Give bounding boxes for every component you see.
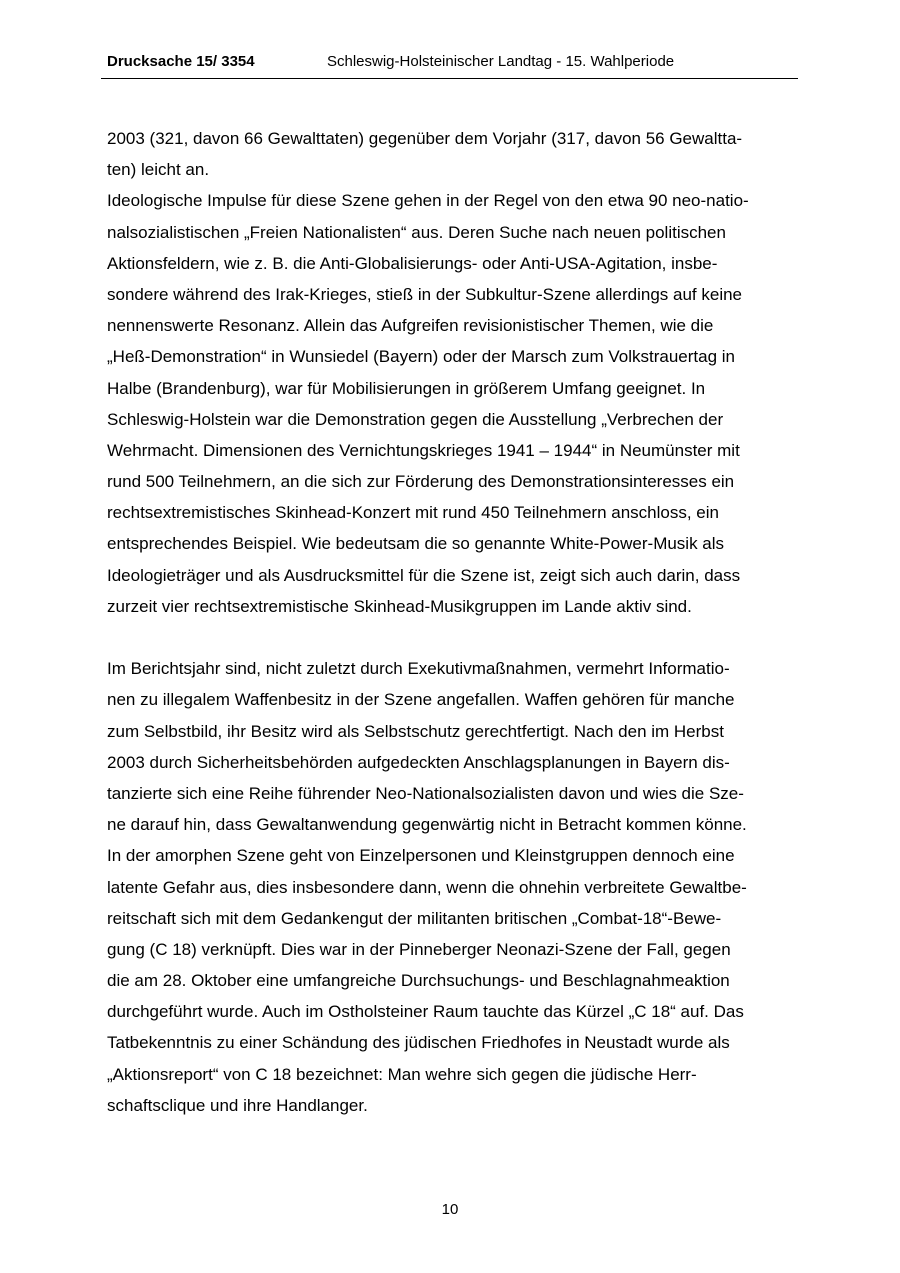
text-line: nennenswerte Resonanz. Allein das Aufgreifen revisionistischer Themen, wie die (107, 316, 714, 336)
text-line: schaftsclique und ihre Handlanger. (107, 1095, 368, 1115)
text-line: „Heß-Demonstration“ in Wunsiedel (Bayern) oder der Marsch zum Volkstrauertag in (107, 347, 735, 367)
text-line: sondere während des Irak-Krieges, stieß in der Subkultur-Szene allerdings auf keine (107, 284, 743, 304)
text-line: tanzierte sich eine Reihe führender Neo-Nationalsozialisten davon und wies die Sze- (107, 783, 744, 803)
text-line: nen zu illegalem Waffenbesitz in der Szene angefallen. Waffen gehören für manche (107, 690, 735, 710)
text-line: die am 28. Oktober eine umfangreiche Durchsuchungs- und Beschlagnahmeaktion (107, 971, 730, 991)
text-line: Schleswig-Holstein war die Demonstration gegen die Ausstellung „Verbrechen der (107, 409, 724, 429)
text-line: ten) leicht an. (107, 160, 210, 180)
text-line: Aktionsfeldern, wie z. B. die Anti-Globalisierungs- oder Anti-USA-Agitation, insbe- (107, 253, 718, 273)
text-line: rund 500 Teilnehmern, an die sich zur Förderung des Demonstrationsinteresses ein (107, 472, 735, 492)
text-line: ne darauf hin, dass Gewaltanwendung gegenwärtig nicht in Betracht kommen könne. (107, 815, 747, 835)
text-line: latente Gefahr aus, dies insbesondere dann, wenn die ohnehin verbreitete Gewaltbe- (107, 877, 747, 897)
text-line: Wehrmacht. Dimensionen des Vernichtungskrieges 1941 – 1944“ in Neumünster mit (107, 440, 740, 460)
text-line: 2003 durch Sicherheitsbehörden aufgedeckten Anschlagsplanungen in Bayern dis- (107, 752, 730, 772)
text-line: Im Berichtsjahr sind, nicht zuletzt durch Exekutivmaßnahmen, vermehrt Informatio- (107, 659, 730, 679)
paragraph-1 (107, 123, 797, 622)
text-line: 2003 (321, davon 66 Gewalttaten) gegenüber dem Vorjahr (317, davon 56 Gewaltta- (107, 129, 743, 148)
page-number: 10 (441, 1201, 459, 1218)
text-line: Ideologische Impulse für diese Szene gehen in der Regel von den etwa 90 neo-natio- (107, 191, 749, 211)
text-line: reitschaft sich mit dem Gedankengut der militanten britischen „Combat-18“-Bewe- (107, 908, 722, 928)
text-line: Tatbekenntnis zu einer Schändung des jüdischen Friedhofes in Neustadt wurde als (107, 1033, 730, 1053)
header-title: Schleswig-Holsteinischer Landtag - 15. Wahlperiode (327, 53, 675, 70)
document-number: Drucksache 15/ 3354 (107, 53, 255, 70)
text-line: zurzeit vier rechtsextremistische Skinhead-Musikgruppen im Lande aktiv sind. (107, 596, 692, 616)
page-header (101, 52, 798, 79)
text-line: nalsozialistischen „Freien Nationalisten“ aus. Deren Suche nach neuen politischen (107, 222, 726, 242)
text-line: In der amorphen Szene geht von Einzelpersonen und Kleinstgruppen dennoch eine (107, 846, 735, 866)
body-text (107, 123, 797, 1121)
text-line: durchgeführt wurde. Auch im Ostholsteiner Raum tauchte das Kürzel „C 18“ auf. Das (107, 1002, 744, 1022)
text-line: „Aktionsreport“ von C 18 bezeichnet: Man wehre sich gegen die jüdische Herr- (107, 1064, 697, 1084)
text-line: zum Selbstbild, ihr Besitz wird als Selbstschutz gerechtfertigt. Nach den im Herbst (107, 721, 724, 741)
text-line: gung (C 18) verknüpft. Dies war in der Pinneberger Neonazi-Szene der Fall, gegen (107, 939, 731, 959)
text-line: Halbe (Brandenburg), war für Mobilisierungen in größerem Umfang geeignet. In (107, 378, 706, 398)
text-line: Ideologieträger und als Ausdrucksmittel für die Szene ist, zeigt sich auch darin, dass (107, 565, 741, 585)
paragraph-gap (107, 622, 797, 653)
paragraph-2 (107, 653, 797, 1121)
text-line: rechtsextremistisches Skinhead-Konzert mit rund 450 Teilnehmern anschloss, ein (107, 503, 719, 523)
text-line: entsprechendes Beispiel. Wie bedeutsam die so genannte White-Power-Musik als (107, 534, 725, 554)
